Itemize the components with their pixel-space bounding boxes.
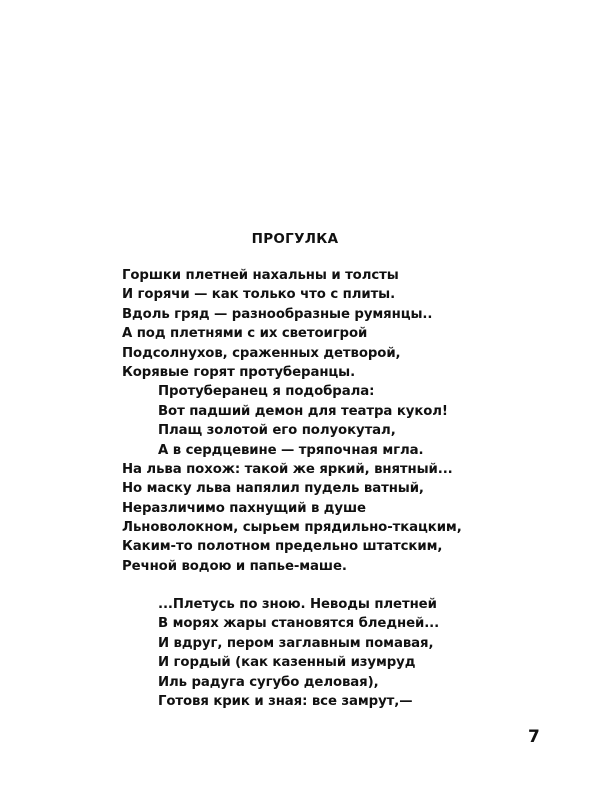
poem-line: И горячи — как только что с плиты. — [122, 287, 396, 303]
stanza-1 — [122, 266, 462, 576]
stanza-2 — [158, 595, 439, 711]
poem-line: А в сердцевине — тряпочная мгла. — [158, 442, 424, 458]
poem-line: Вот падший демон для театра кукол! — [158, 403, 448, 419]
page-number: 7 — [528, 727, 540, 747]
poem-line: И гордый (как казенный изумруд — [158, 655, 416, 671]
poem-line: Льноволокном, сырьем прядильно-ткацким, — [122, 520, 462, 536]
poem-line: Вдоль гряд — разнообразные румянцы.. — [122, 306, 433, 322]
poem-line: И вдруг, пером заглавным помавая, — [158, 635, 434, 651]
poem-line: Плащ золотой его полуокутал, — [158, 423, 396, 439]
poem-line: Каким-то полотном предельно штатским, — [122, 539, 443, 555]
poem-line: Но маску льва напялил пудель ватный, — [122, 481, 424, 497]
poem-line: ...Плетусь по зною. Неводы плетней — [158, 597, 437, 612]
poem-line: А под плетнями с их светоигрой — [122, 326, 368, 342]
poem-title — [0, 231, 600, 247]
poem-line: Протуберанец я подобрала: — [158, 384, 375, 400]
poem-line: Готовя крик и зная: все замрут,— — [158, 693, 413, 709]
poem-line: Подсолнухов, сраженных детворой, — [122, 345, 401, 361]
poem-line: Иль радуга сугубо деловая), — [158, 674, 379, 690]
poem-line: Неразличимо пахнущий в душе — [122, 500, 366, 516]
poem-line: Корявые горят протуберанцы. — [122, 364, 356, 380]
poem-line: В морях жары становятся бледней... — [158, 616, 440, 632]
poem-line: Горшки плетней нахальны и толсты — [122, 268, 399, 283]
poem-title-text: ПРОГУЛКА — [251, 231, 339, 247]
poem-line: Речной водою и папье-маше. — [122, 558, 347, 574]
poem-line: На льва похож: такой же яркий, внятный... — [122, 461, 453, 477]
